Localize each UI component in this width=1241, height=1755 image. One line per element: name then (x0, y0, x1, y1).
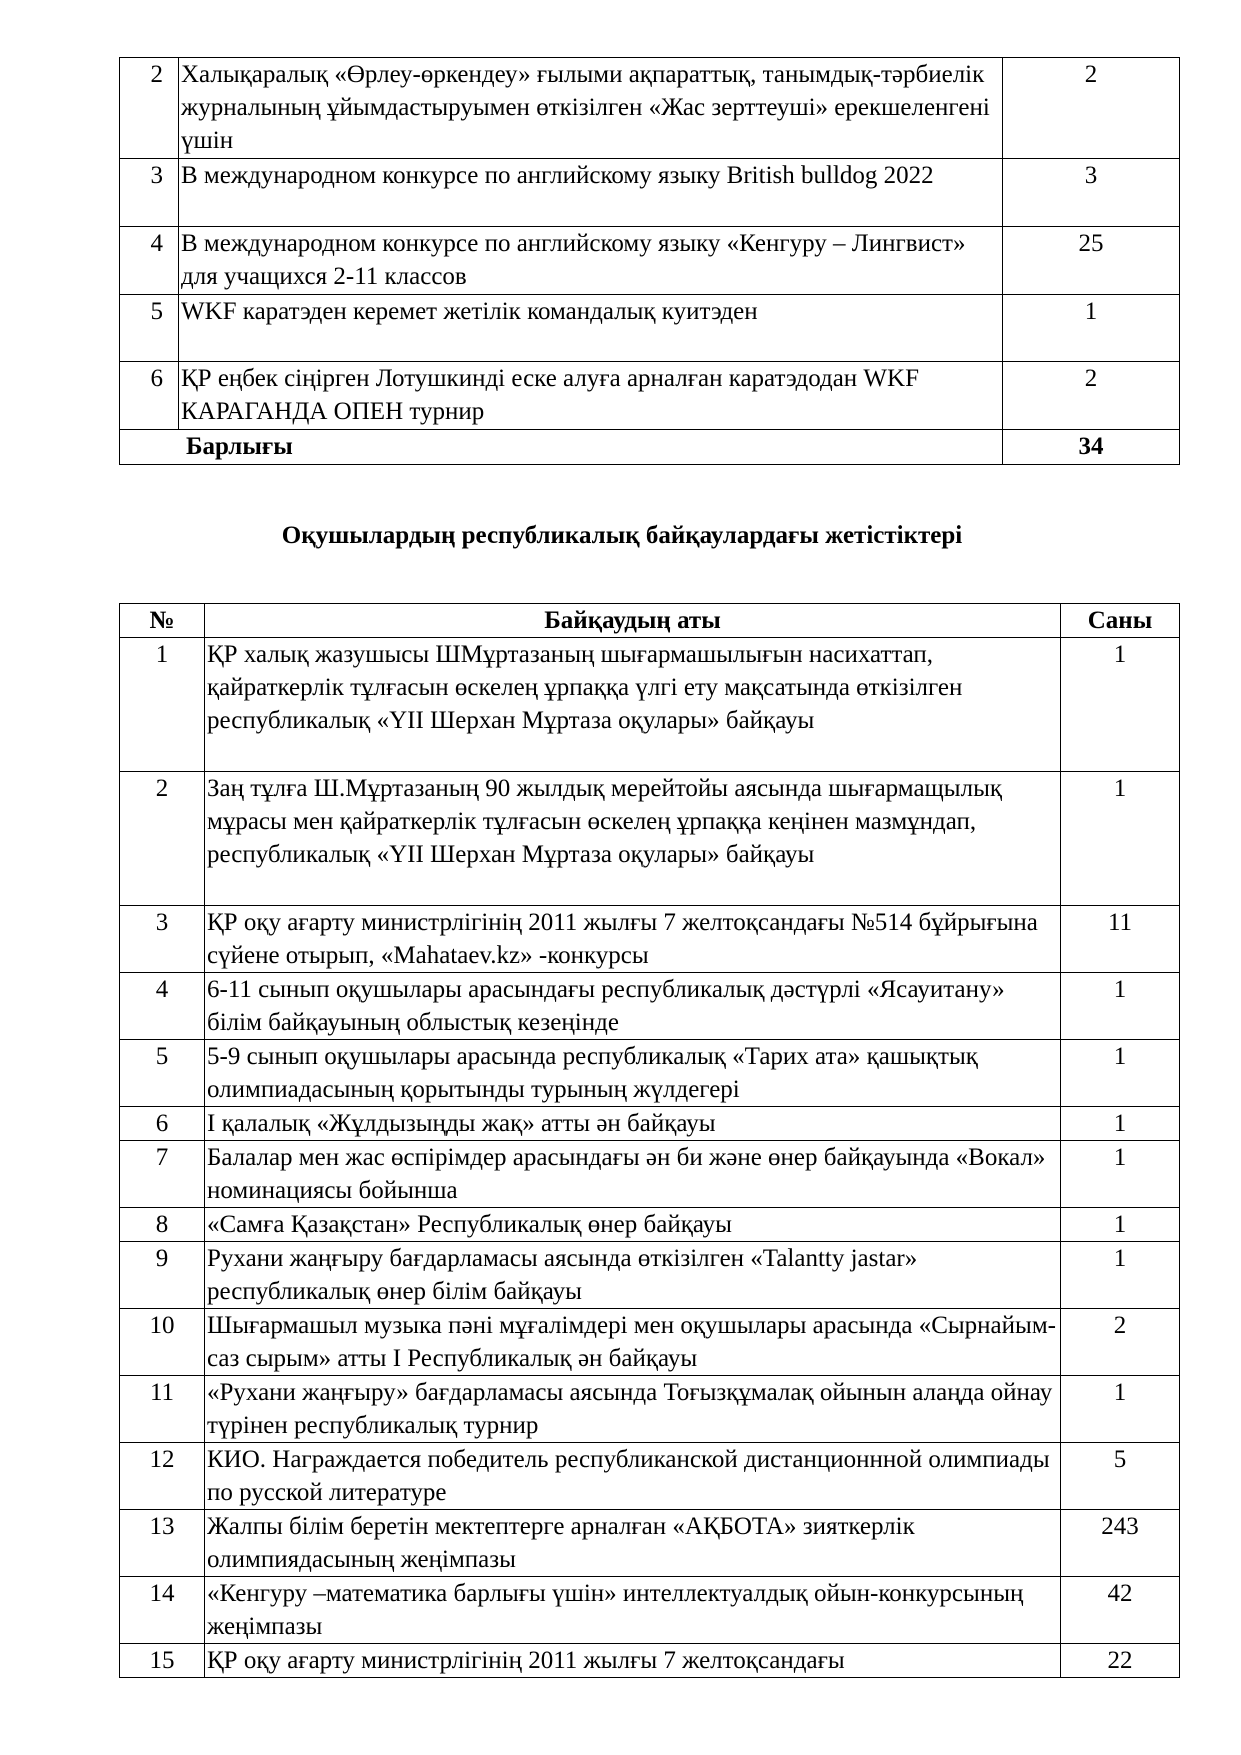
row-number: 3 (120, 906, 205, 973)
competition-name: Халықаралық «Өрлеу-өркендеу» ғылыми ақпараттық, танымдық-тәрбиелік журналының ұйымдастыруымен өткізілген «Жас зерттеуші» ерекшеленгені үшін (179, 58, 1003, 159)
table-row (120, 1644, 1180, 1678)
competition-name: ҚР оқу ағарту министрлігінің 2011 жылғы 7 желтоқсандағы №514 бұйрығына сүйене отырып, «Mahataev.kz» -конкурсы (205, 906, 1061, 973)
table-header-row (120, 604, 1180, 638)
row-number: 12 (120, 1443, 205, 1510)
count: 1 (1061, 1141, 1180, 1208)
row-number: 6 (120, 362, 179, 430)
competition-name: Жалпы білім беретін мектептерге арналған «АҚБОТА» зияткерлік олимпиядасының жеңімпазы (205, 1510, 1061, 1577)
competition-name: Заң тұлға Ш.Мұртазаның 90 жылдық мерейтойы аясында шығармащылық мұрасы мен қайраткерлік тұлғасын өскелең ұрпаққа кеңінен мазмұндап, республикалық «ҮІІ Шерхан Мұртаза оқулары» байқауы (205, 772, 1061, 906)
row-number: 3 (120, 159, 179, 227)
count: 11 (1061, 906, 1180, 973)
competition-name: В международном конкурсе по английскому языку «Кенгуру – Лингвист» для учащихся 2-11 классов (179, 227, 1003, 295)
count: 2 (1003, 362, 1180, 430)
header-count: Саны (1061, 604, 1180, 638)
competition-name: «Кенгуру –математика барлығы үшін» интеллектуалдық ойын-конкурсының жеңімпазы (205, 1577, 1061, 1644)
competition-name: Шығармашыл музыка пәні мұғалімдері мен оқушылары арасында «Сырнайым-саз сырым» атты І Республикалық ән байқауы (205, 1309, 1061, 1376)
competition-name: WKF каратэден керемет жетілік командалық куитэден (179, 295, 1003, 362)
table-row (120, 1309, 1180, 1376)
table-row (120, 1242, 1180, 1309)
count: 1 (1061, 1040, 1180, 1107)
competition-name: 6-11 сынып оқушылары арасындағы республикалық дәстүрлі «Ясауитану» білім байқауының облыстық кезеңінде (205, 973, 1061, 1040)
table-row (120, 295, 1180, 362)
table-row (120, 159, 1180, 227)
count: 1 (1061, 1242, 1180, 1309)
table-row (120, 1510, 1180, 1577)
table-row (120, 1577, 1180, 1644)
count: 2 (1061, 1309, 1180, 1376)
competition-name: «Самға Қазақстан» Республикалық өнер байқауы (205, 1208, 1061, 1242)
count: 42 (1061, 1577, 1180, 1644)
row-number: 5 (120, 295, 179, 362)
table-row (120, 772, 1180, 906)
table-row (120, 638, 1180, 772)
row-number: 2 (120, 772, 205, 906)
table-row (120, 973, 1180, 1040)
count: 1 (1061, 638, 1180, 772)
row-number: 4 (120, 973, 205, 1040)
row-number: 4 (120, 227, 179, 295)
row-number: 6 (120, 1107, 205, 1141)
row-number: 11 (120, 1376, 205, 1443)
table-row (120, 1443, 1180, 1510)
count: 1 (1061, 973, 1180, 1040)
count: 22 (1061, 1644, 1180, 1678)
competition-name: «Рухани жаңғыру» бағдарламасы аясында Тоғызқұмалақ ойынын алаңда ойнау түрінен республикалық турнир (205, 1376, 1061, 1443)
row-number: 1 (120, 638, 205, 772)
header-name: Байқаудың аты (205, 604, 1061, 638)
table-row (120, 1141, 1180, 1208)
count: 2 (1003, 58, 1180, 159)
count: 5 (1061, 1443, 1180, 1510)
table-row (120, 906, 1180, 973)
table-row (120, 1208, 1180, 1242)
table-row (120, 1107, 1180, 1141)
table-row (120, 1040, 1180, 1107)
row-number: 15 (120, 1644, 205, 1678)
competition-name: Рухани жаңғыру бағдарламасы аясында өткізілген «Talantty jastar» республикалық өнер білім байқауы (205, 1242, 1061, 1309)
header-number: № (120, 604, 205, 638)
row-number: 8 (120, 1208, 205, 1242)
table-row (120, 227, 1180, 295)
row-number: 9 (120, 1242, 205, 1309)
count: 1 (1061, 1208, 1180, 1242)
total-value: 34 (1003, 430, 1180, 465)
competition-name: ҚР халық жазушысы ШМұртазаның шығармашылығын насихаттап, қайраткерлік тұлғасын өскелең ұрпаққа үлгі ету мақсатында өткізілген республикалық «ҮІІ Шерхан Мұртаза оқулары» байқауы (205, 638, 1061, 772)
table-row (120, 58, 1180, 159)
row-number: 5 (120, 1040, 205, 1107)
section-heading: Оқушылардың республикалық байқаулардағы жетістіктері (281, 522, 963, 549)
table-row (120, 362, 1180, 430)
row-number: 14 (120, 1577, 205, 1644)
awards-table-international (119, 57, 1180, 465)
count: 1 (1061, 1376, 1180, 1443)
row-number: 2 (120, 58, 179, 159)
competition-name: Балалар мен жас өспірімдер арасындағы ән би және өнер байқауында «Вокал» номинациясы бойынша (205, 1141, 1061, 1208)
total-row (120, 430, 1180, 465)
count: 1 (1061, 1107, 1180, 1141)
count: 1 (1003, 295, 1180, 362)
total-label: Барлығы (120, 430, 1003, 465)
competition-name: В международном конкурсе по английскому языку British bulldog 2022 (179, 159, 1003, 227)
competition-name: І қалалық «Жұлдызыңды жақ» атты ән байқауы (205, 1107, 1061, 1141)
competition-name: 5-9 сынып оқушылары арасында республикалық «Тарих ата» қашықтық олимпиадасының қорытынды турының жүлдегері (205, 1040, 1061, 1107)
competition-name: ҚР еңбек сіңірген Лотушкинді еске алуға арналған каратэдодан WKF КАРАГАНДА ОПЕН турнир (179, 362, 1003, 430)
awards-table-republic (119, 603, 1180, 1678)
row-number: 10 (120, 1309, 205, 1376)
count: 1 (1061, 772, 1180, 906)
count: 3 (1003, 159, 1180, 227)
competition-name: КИО. Награждается победитель республиканской дистанционнной олимпиады по русской литературе (205, 1443, 1061, 1510)
row-number: 7 (120, 1141, 205, 1208)
table-row (120, 1376, 1180, 1443)
count: 243 (1061, 1510, 1180, 1577)
competition-name: ҚР оқу ағарту министрлігінің 2011 жылғы 7 желтоқсандағы (205, 1644, 1061, 1678)
count: 25 (1003, 227, 1180, 295)
row-number: 13 (120, 1510, 205, 1577)
